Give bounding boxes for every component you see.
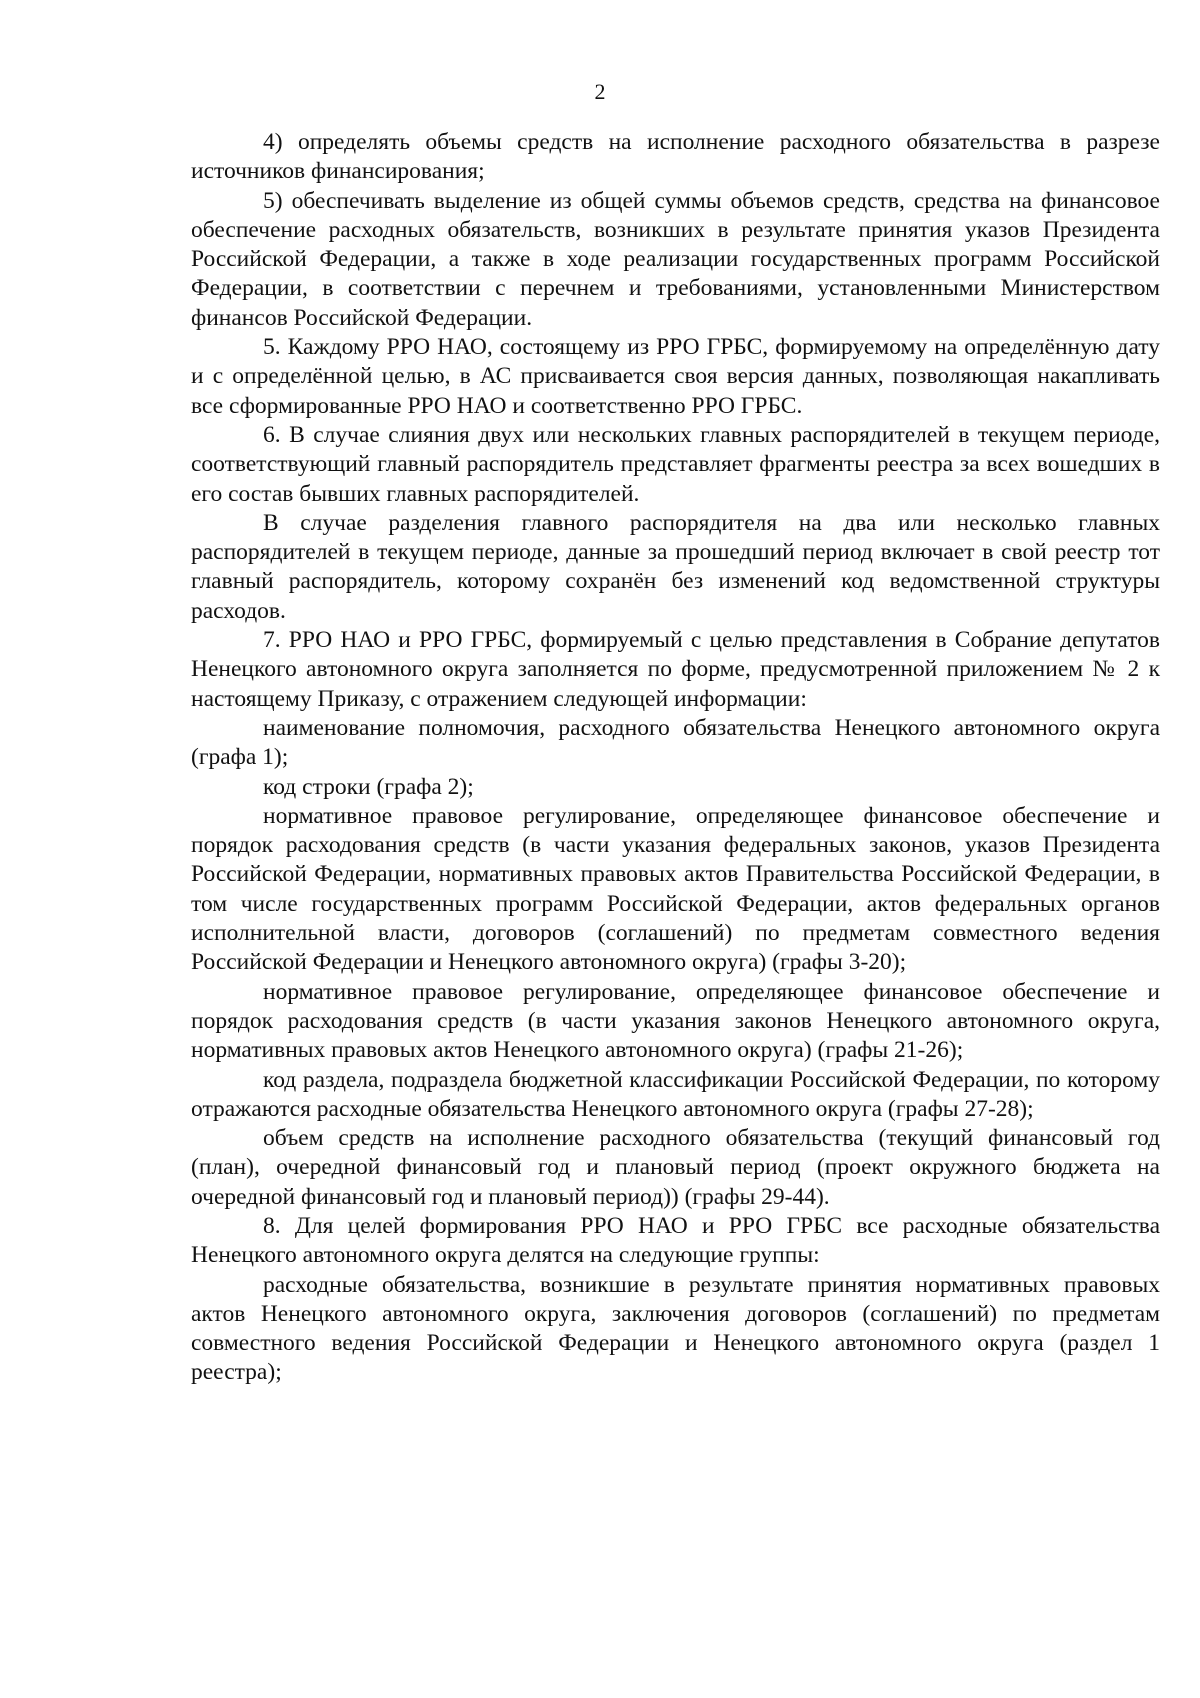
document-body [191,128,1160,1388]
paragraph: нормативное правовое регулирование, определяющее финансовое обеспечение и порядок расходования средств (в части указания законов Ненецкого автономного округа, нормативных правовых актов Ненецкого автономного округа) (графы 21-26); [191,978,1160,1064]
paragraph: расходные обязательства, возникшие в результате принятия нормативных правовых актов Ненецкого автономного округа, заключения договоров (соглашений) по предметам совместного ведения Российской Федерации и Ненецкого автономного округа (раздел 1 реестра); [191,1271,1160,1386]
paragraph: нормативное правовое регулирование, определяющее финансовое обеспечение и порядок расходования средств (в части указания федеральных законов, указов Президента Российской Федерации, нормативных правовых актов Правительства Российской Федерации, в том числе государственных программ Российской Федерации, актов федеральных органов исполнительной власти, договоров (соглашений) по предметам совместного ведения Российской Федерации и Ненецкого автономного округа) (графы 3-20); [191,802,1160,976]
paragraph: код строки (графа 2); [263,773,474,800]
paragraph: код раздела, подраздела бюджетной классификации Российской Федерации, по которому отражаются расходные обязательства Ненецкого автономного округа (графы 27-28); [191,1066,1160,1122]
paragraph: 6. В случае слияния двух или нескольких главных распорядителей в текущем периоде, соответствующий главный распорядитель представляет фрагменты реестра за всех вошедших в его состав бывших главных распорядителей. [191,421,1160,507]
paragraph: объем средств на исполнение расходного обязательства (текущий финансовый год (план), очередной финансовый год и плановый период (проект окружного бюджета на очередной финансовый год и плановый период)) (графы 29-44). [191,1125,1160,1210]
paragraph: 7. РРО НАО и РРО ГРБС, формируемый с целью представления в Собрание депутатов Ненецкого автономного округа заполняется по форме, предусмотренной приложением № 2 к настоящему Приказу, с отражением следующей информации: [191,627,1160,712]
page-number: 2 [594,79,606,104]
paragraph: 4) определять объемы средств на исполнение расходного обязательства в разрезе источников финансирования; [191,129,1160,185]
paragraph: В случае разделения главного распорядителя на два или несколько главных распорядителей в текущем периоде, данные за прошедший период включает в свой реестр тот главный распорядитель, которому сохранён без изменений код ведомственной структуры расходов. [191,509,1160,624]
paragraph: 5. Каждому РРО НАО, состоящему из РРО ГРБС, формируемому на определённую дату и с определённой целью, в АС присваивается своя версия данных, позволяющая накапливать все сформированные РРО НАО и соответственно РРО ГРБС. [191,334,1160,419]
paragraph: наименование полномочия, расходного обязательства Ненецкого автономного округа (графа 1); [191,714,1160,771]
paragraph: 5) обеспечивать выделение из общей суммы объемов средств, средства на финансовое обеспечение расходных обязательств, возникших в результате принятия указов Президента Российской Федерации, а также в ходе реализации государственных программ Российской Федерации, в соответствии с перечнем и требованиями, установленными Министерством финансов Российской Федерации. [191,187,1160,331]
paragraph: 8. Для целей формирования РРО НАО и РРО ГРБС все расходные обязательства Ненецкого автономного округа делятся на следующие группы: [191,1212,1160,1269]
